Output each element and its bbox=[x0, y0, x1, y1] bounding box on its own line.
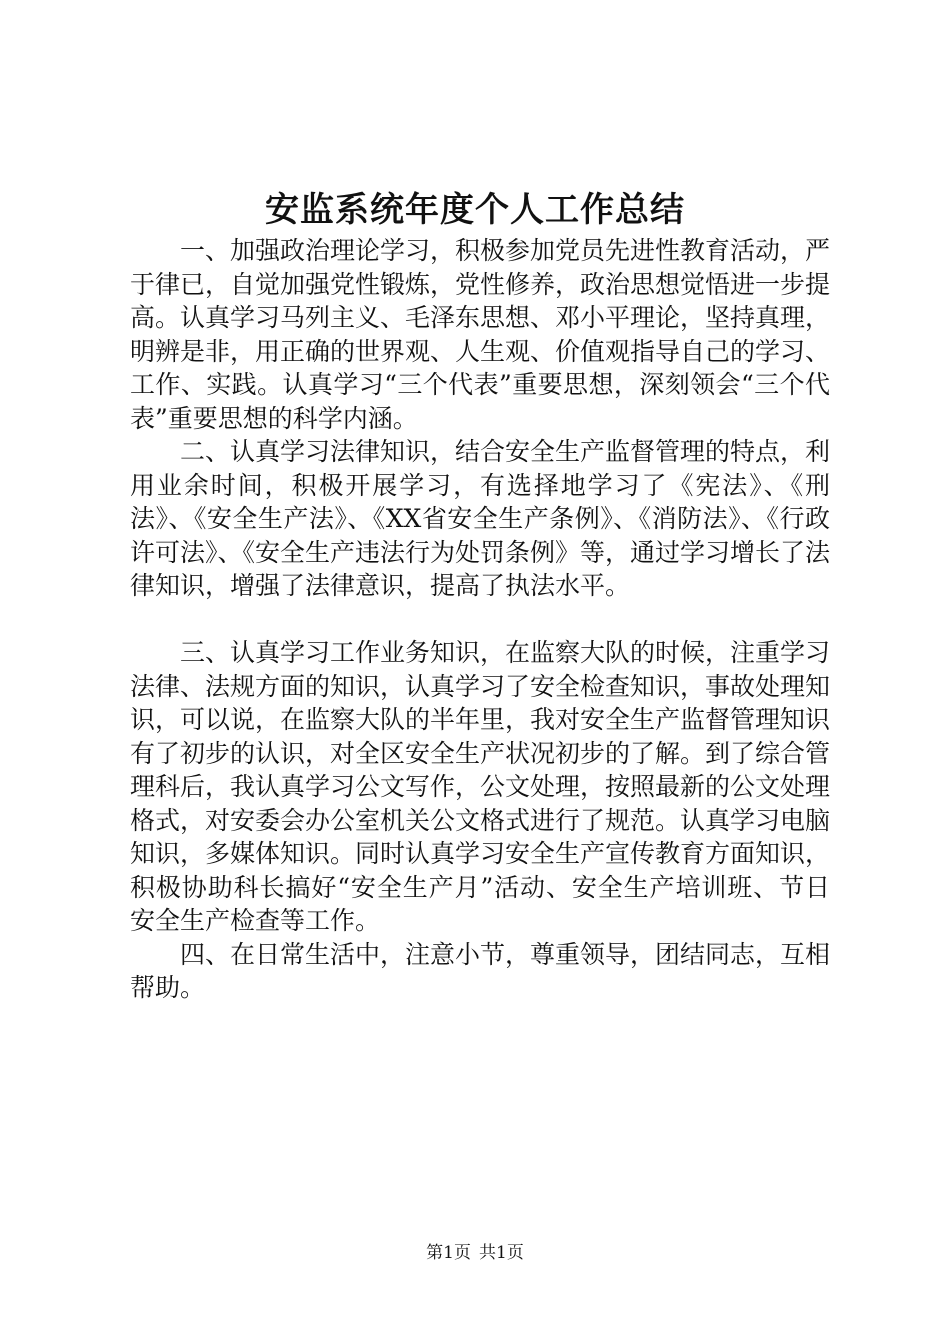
paragraph-political-study: 一、加强政治理论学习，积极参加党员先进性教育活动，严于律已，自觉加强党性锻炼，党性修养，政治思想觉悟进一步提高。认真学习马列主义、毛泽东思想、邓小平理论，坚持真理，明辨是非，用正确的世界观、人生观、价值观指导自己的学习、工作、实践。认真学习“三个代表”重要思想，深刻领会“三个代表”重要思想的科学内涵。 bbox=[130, 236, 831, 433]
page-number-total: 共1页 bbox=[479, 1243, 524, 1263]
document-body bbox=[130, 234, 830, 1005]
paragraph-legal-study: 二、认真学习法律知识，结合安全生产监督管理的特点，利用业余时间，积极开展学习，有选择地学习了《宪法》、《刑法》、《安全生产法》、《XX省安全生产条例》、《消防法》、《行政许可法》、《安全生产违法行为处罚条例》等，通过学习增长了法律知识，增强了法律意识，提高了执法水平。 bbox=[130, 437, 831, 600]
page-number-current: 第1页 bbox=[426, 1243, 471, 1263]
paragraph-business-study: 三、认真学习工作业务知识，在监察大队的时候，注重学习法律、法规方面的知识，认真学习了安全检查知识，事故处理知识，可以说，在监察大队的半年里，我对安全生产监督管理知识有了初步的认识，对全区安全生产状况初步的了解。到了综合管理科后，我认真学习公文写作，公文处理，按照最新的公文处理格式，对安委会办公室机关公文格式进行了规范。认真学习电脑知识，多媒体知识。同时认真学习安全生产宣传教育方面知识，积极协助科长搞好“安全生产月”活动、安全生产培训班、节日安全生产检查等工作。 bbox=[130, 638, 831, 935]
page-footer bbox=[0, 1241, 950, 1265]
paragraph-daily-life: 四、在日常生活中，注意小节，尊重领导，团结同志，互相帮助。 bbox=[130, 939, 831, 1002]
document-title: 安监系统年度个人工作总结 bbox=[265, 190, 685, 230]
